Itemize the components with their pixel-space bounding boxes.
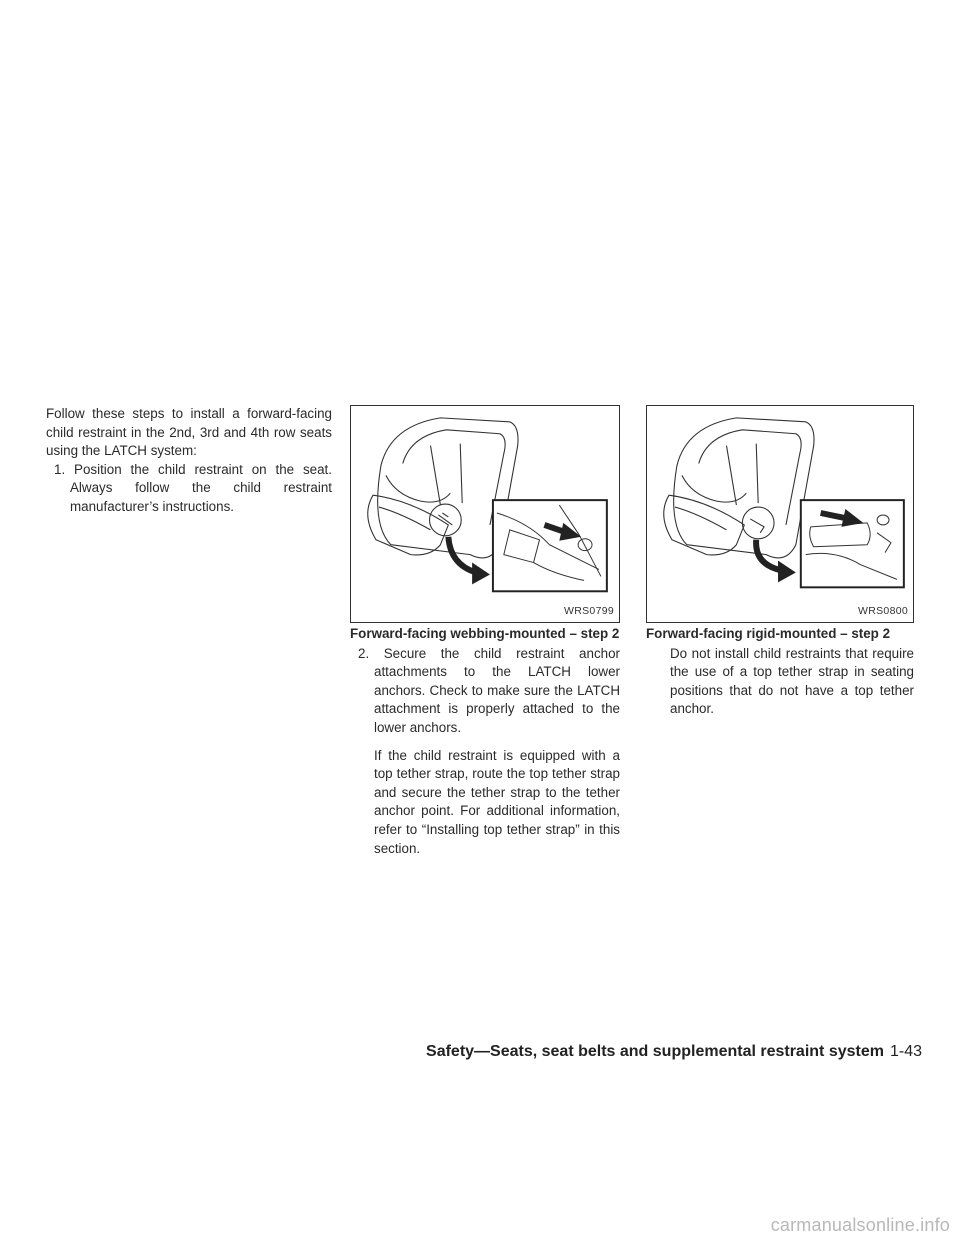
figure-id: WRS0800 — [858, 605, 908, 618]
page-footer — [426, 1043, 922, 1061]
step-1: 1. Position the child restraint on the seat. Always follow the child restraint manufacturer’s instructions. — [54, 461, 332, 514]
watermark: carmanualsonline.info — [770, 1215, 950, 1235]
text-column-right — [646, 405, 914, 719]
warning-paragraph: Do not install child restraints that require the use of a top tether strap in seating positions that do not have a top tether anchor. — [670, 645, 914, 717]
tether-paragraph: If the child restraint is equipped with a top tether strap, route the top tether strap and secure the tether strap to the tether anchor point. For additional information, refer to “Installing top tether strap” in this section. — [374, 747, 620, 856]
page-number: 1-43 — [889, 1043, 922, 1060]
figure-rigid-mounted — [646, 405, 914, 623]
child-seat-webbing-illustration — [351, 406, 619, 622]
intro-paragraph: Follow these steps to install a forward-facing child restraint in the 2nd, 3rd and 4th row seats using the LATCH system: — [46, 406, 332, 459]
figure-id: WRS0799 — [564, 605, 614, 618]
figure-caption: Forward-facing rigid-mounted – step 2 — [646, 626, 891, 641]
text-column-left — [46, 405, 332, 517]
text-column-middle — [350, 405, 620, 858]
step-2: 2. Secure the child restraint anchor attachments to the LATCH lower anchors. Check to make sure the LATCH attachment is properly attached to the lower anchors. — [358, 645, 620, 735]
figure-caption: Forward-facing webbing-mounted – step 2 — [350, 626, 620, 641]
child-seat-rigid-illustration — [647, 406, 913, 622]
section-title: Safety—Seats, seat belts and supplemental restraint system — [426, 1043, 884, 1060]
figure-webbing-mounted — [350, 405, 620, 623]
